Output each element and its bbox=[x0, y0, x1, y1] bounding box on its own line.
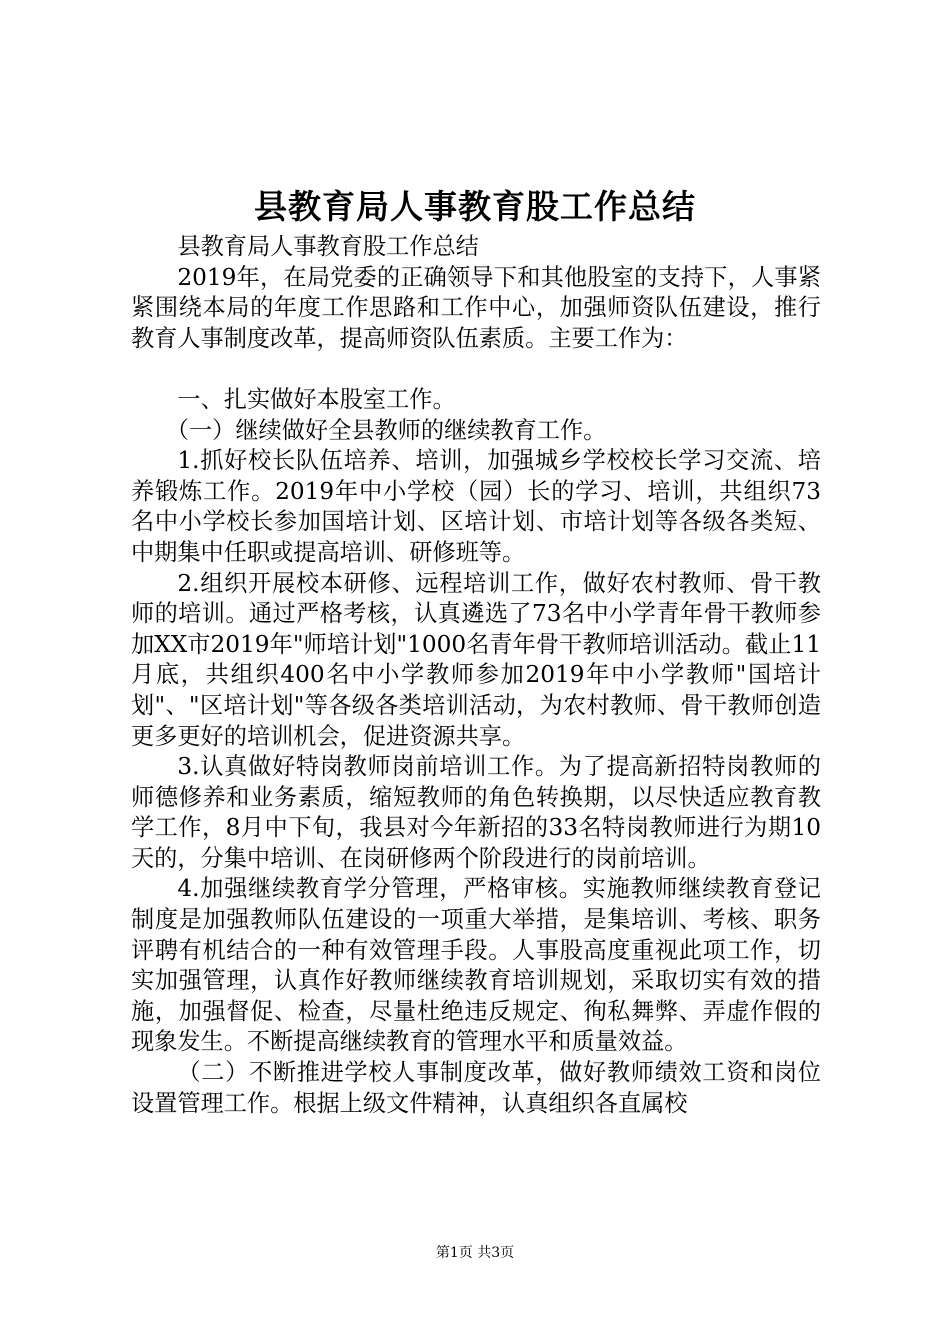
subsection-heading-2: （二）不断推进学校人事制度改革，做好教师绩效工资和岗位设置管理工作。根据上级文件精神，认真组织各直属校 bbox=[131, 1059, 821, 1117]
paragraph-intro: 2019年，在局党委的正确领导下和其他股室的支持下，人事紧紧围绕本局的年度工作思路和工作中心，加强师资队伍建设，推行教育人事制度改革，提高师资队伍素质。主要工作为： bbox=[131, 263, 821, 352]
section-heading-1: 一、扎实做好本股室工作。 bbox=[177, 385, 456, 413]
document-body bbox=[131, 232, 821, 1119]
subsection-heading-1: （一）继续做好全县教师的继续教育工作。 bbox=[165, 416, 607, 444]
paragraph-item-4: 4.加强继续教育学分管理，严格审核。实施教师继续教育登记制度是加强教师队伍建设的一项重大举措，是集培训、考核、职务评聘有机结合的一种有效管理手段。人事股高度重视此项工作，切实加强管理，认真作好教师继续教育培训规划，采取切实有效的措施，加强督促、检查，尽量杜绝违反规定、徇私舞弊、弄虚作假的现象发生。不断提高继续教育的管理水平和质量效益。 bbox=[131, 875, 821, 1056]
page-footer: 第1页 共3页 bbox=[435, 1245, 515, 1261]
paragraph-item-3: 3.认真做好特岗教师岗前培训工作。为了提高新招特岗教师的师德修养和业务素质，缩短教师的角色转换期，以尽快适应教育教学工作，8月中下旬，我县对今年新招的33名特岗教师进行为期10天的，分集中培训、在岗研修两个阶段进行的岗前培训。 bbox=[131, 753, 821, 872]
paragraph-item-2: 2.组织开展校本研修、远程培训工作，做好农村教师、骨干教师的培训。通过严格考核，认真遴选了73名中小学青年骨干教师参加XX市2019年"师培计划"1000名青年骨干教师培训活动。截止11月底，共组织400名中小学教师参加2019年中小学教师"国培计划"、"区培计划"等各级各类培训活动，为农村教师、骨干教师创造更多更好的培训机会，促进资源共享。 bbox=[131, 569, 821, 750]
paragraph-item-1: 1.抓好校长队伍培养、培训，加强城乡学校校长学习交流、培养锻炼工作。2019年中小学校（园）长的学习、培训，共组织73名中小学校长参加国培计划、区培计划、市培计划等各级各类短、中期集中任职或提高培训、研修班等。 bbox=[131, 447, 821, 566]
paragraph-subtitle: 县教育局人事教育股工作总结 bbox=[177, 233, 479, 260]
document-title: 县教育局人事教育股工作总结 bbox=[254, 187, 696, 226]
